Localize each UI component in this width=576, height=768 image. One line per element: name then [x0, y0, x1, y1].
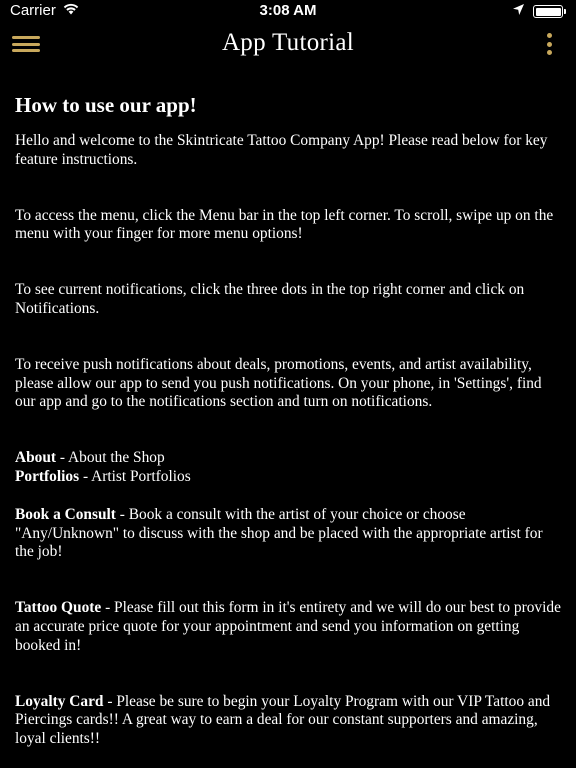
feature-tattoo-quote: [15, 599, 561, 655]
status-time: 3:08 AM: [259, 2, 317, 19]
intro-text: Hello and welcome to the Skintricate Tattoo Company App! Please read below for key feature instructions.: [15, 132, 548, 168]
nav-bar: [0, 22, 576, 66]
page-title: App Tutorial: [221, 29, 355, 56]
feature-term: Portfolios: [15, 467, 80, 485]
feature-portfolios: [15, 468, 561, 487]
feature-about: [15, 449, 561, 468]
status-right: [512, 3, 566, 20]
battery-icon: [533, 5, 563, 18]
feature-loyalty-card: [15, 693, 561, 749]
feature-desc: - Please be sure to begin your Loyalty Program with our VIP Tattoo and Piercings cards!! A great way to earn a deal for our constant supporters and amazing, loyal clients!!: [15, 692, 551, 748]
battery-tip: [564, 9, 566, 14]
tutorial-content: [15, 86, 561, 749]
notification-instructions: To see current notifications, click the three dots in the top right corner and click on Notifications.: [15, 281, 525, 317]
carrier-label: Carrier: [10, 2, 56, 19]
status-bar: [0, 0, 576, 22]
push-instructions: To receive push notifications about deals, promotions, events, and artist availability, please allow our app to send you push notifications. On your phone, in 'Settings', find our app and go to the notifications section and turn on notifications.: [15, 355, 542, 411]
feature-term: Tattoo Quote: [15, 599, 102, 617]
feature-term: Book a Consult: [15, 505, 116, 523]
feature-term: Loyalty Card: [15, 692, 104, 710]
feature-book-consult: [15, 506, 561, 562]
content-heading: How to use our app!: [15, 93, 197, 117]
location-arrow-icon: [512, 3, 525, 20]
vertical-dots-icon: [547, 33, 552, 38]
menu-instructions: To access the menu, click the Menu bar in the top left corner. To scroll, swipe up on the menu with your finger for more menu options!: [15, 206, 554, 243]
feature-desc: - Please fill out this form in it's entirety and we will do our best to provide an accurate price quote for your appointment and send you information on getting booked in!: [15, 599, 561, 654]
feature-desc: - Book a consult with the artist of your choice or choose "Any/Unknown" to discuss with the shop and be placed with the appropriate artist for the job!: [15, 505, 543, 561]
more-options-button[interactable]: [544, 33, 554, 55]
feature-term: About: [15, 449, 57, 467]
feature-desc: - About the Shop: [56, 449, 165, 467]
feature-desc: - Artist Portfolios: [79, 467, 191, 485]
